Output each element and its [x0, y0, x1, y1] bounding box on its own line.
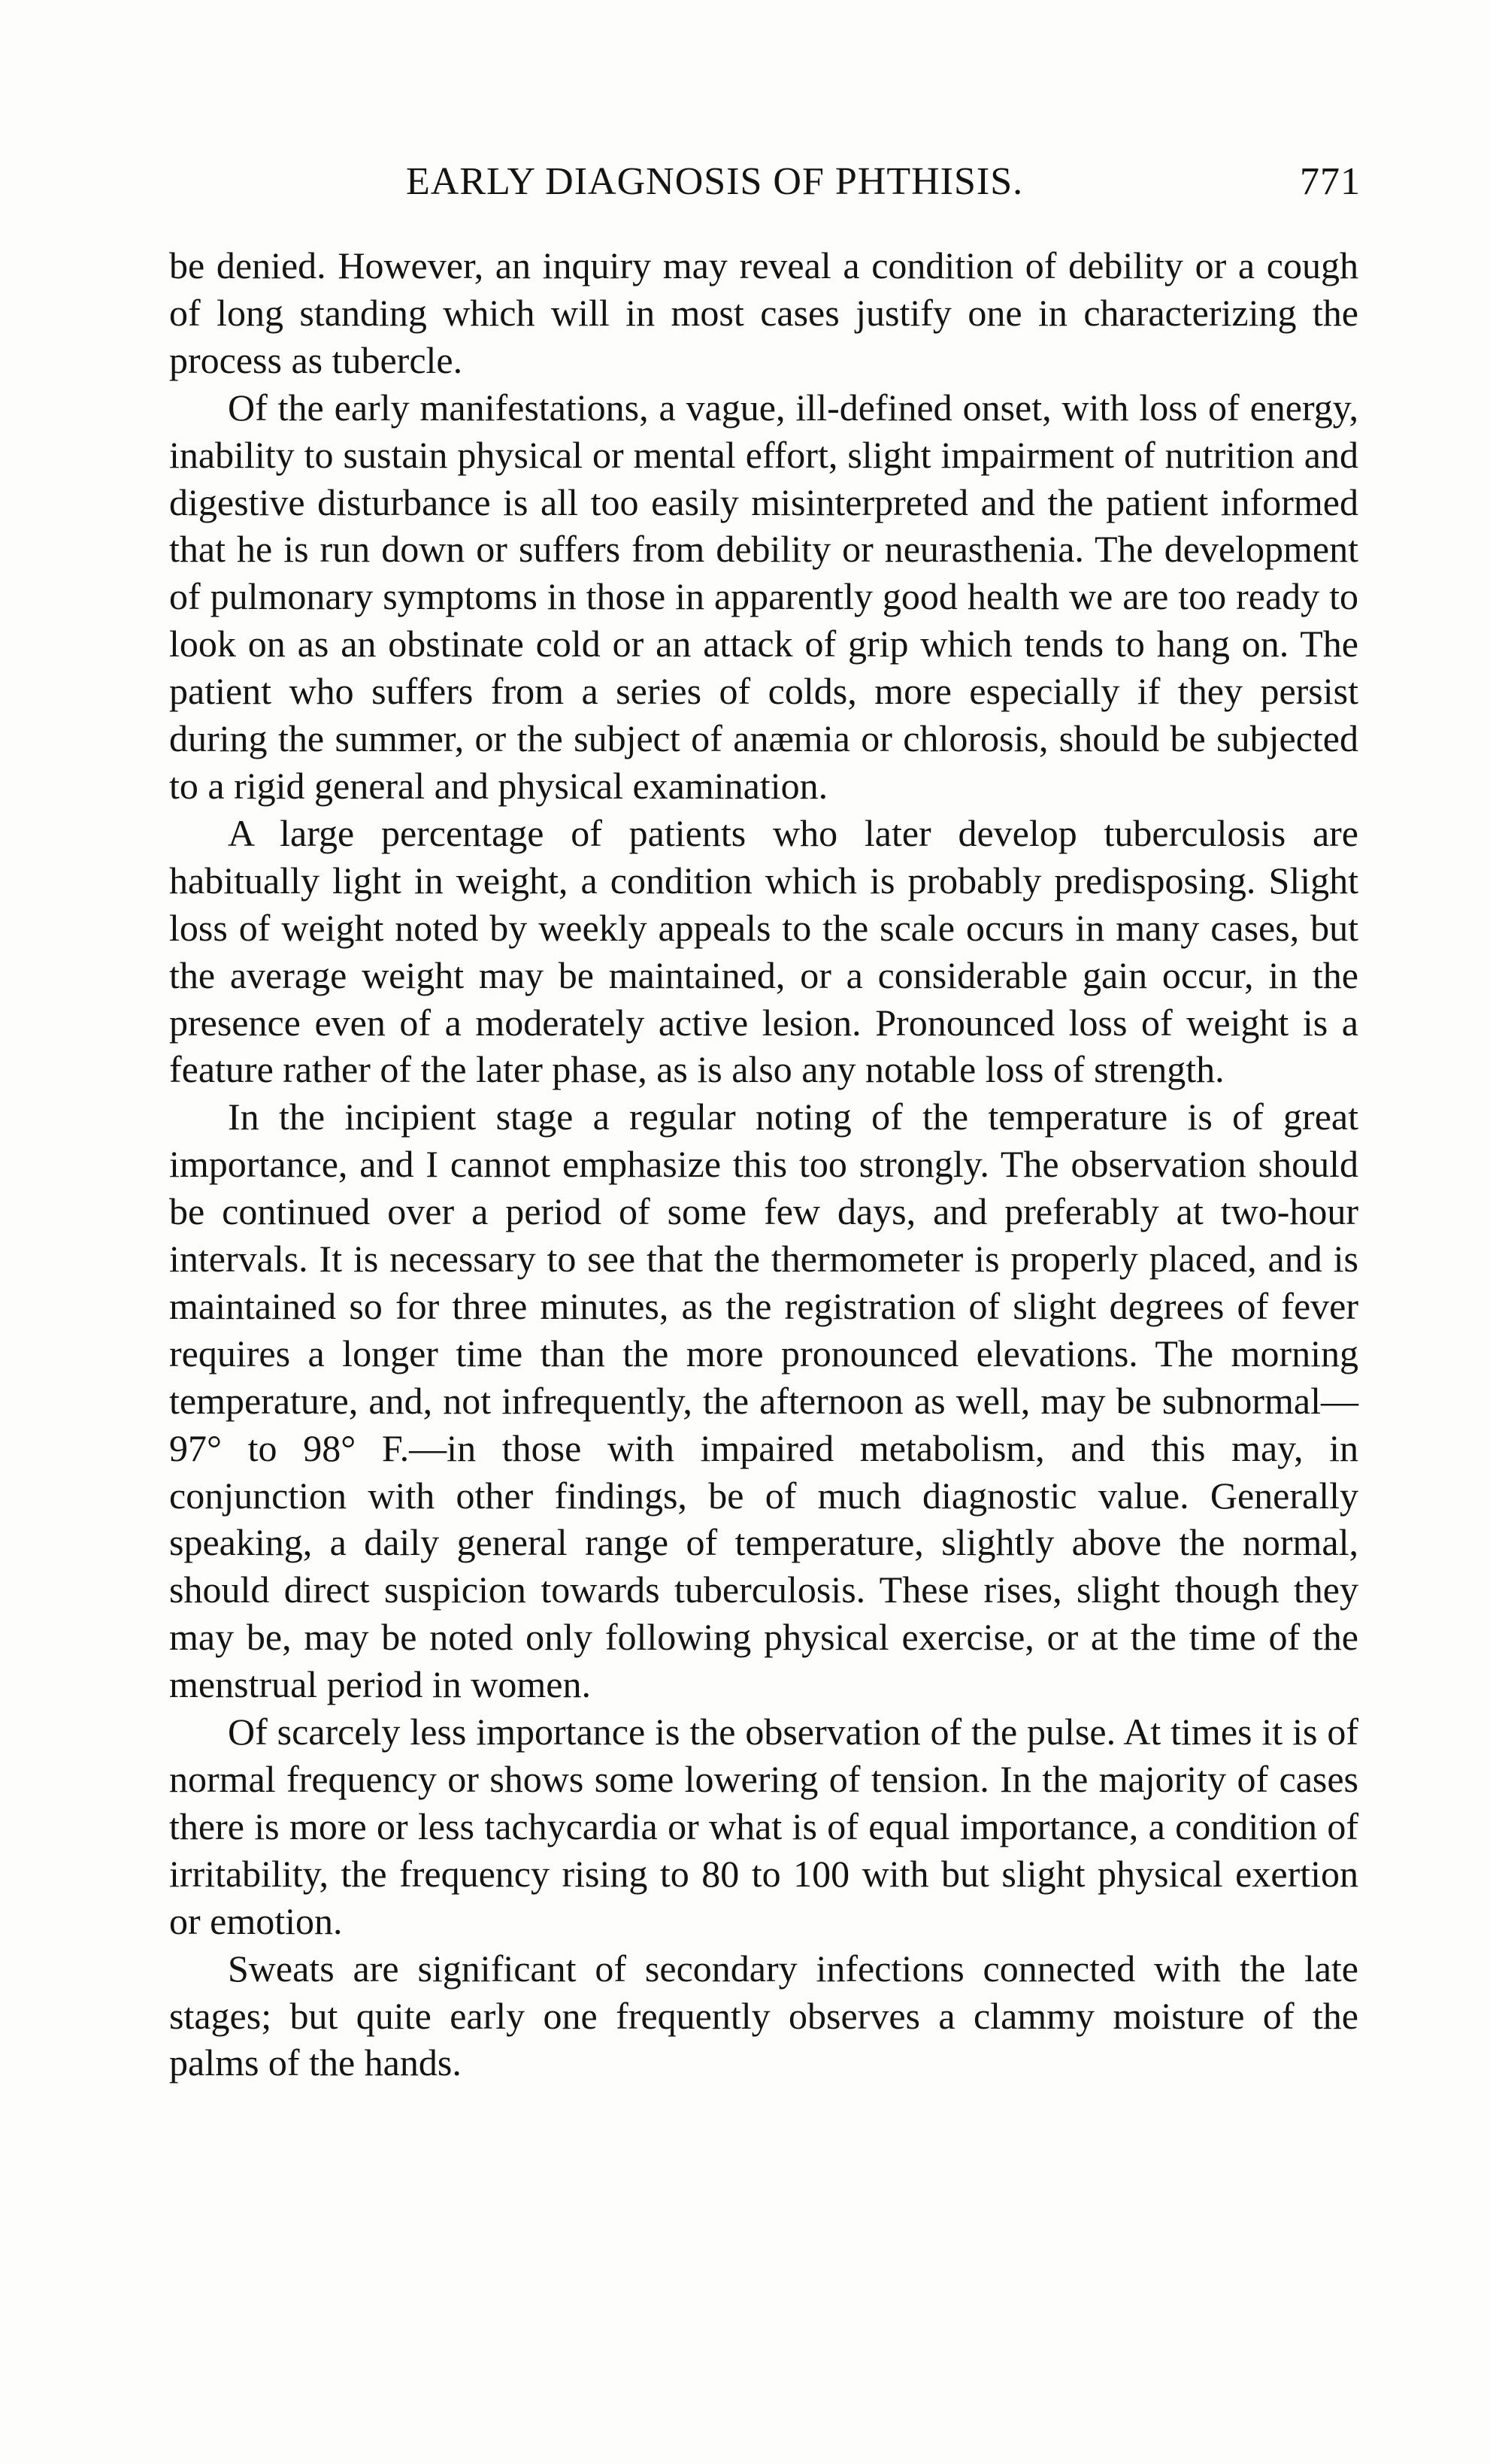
- paragraph-continuation: be denied. However, an inquiry may reveal a condition of debility or a cough of long standing which will in most cases justify one in characterizing the process as tubercle.: [169, 244, 1358, 381]
- paragraph-early-manifestations: Of the early manifestations, a vague, ill-defined onset, with loss of energy, inability to sustain physical or mental effort, slight impairment of nutrition and digestive disturbance is all too easily misinterpreted and the patient informed that he is run down or suffers from debility or neurasthenia. The development of pulmonary symptoms in those in apparently good health we are too ready to look on as an obstinate cold or an attack of grip which tends to hang on. The patient who suffers from a series of colds, more especially if they persist during the summer, or the subject of anæmia or chlorosis, should be subjected to a rigid general and physical examination.: [169, 386, 1358, 807]
- page-number: 771: [1300, 160, 1361, 203]
- paragraph-pulse: Of scarcely less importance is the observation of the pulse. At times it is of normal frequency or shows some lowering of tension. In the majority of cases there is more or less tachycardia or what is of equal importance, a condition of irritability, the frequency rising to 80 to 100 with but slight physical exertion or emotion.: [169, 1711, 1358, 1942]
- running-head: [173, 159, 1361, 212]
- running-title: EARLY DIAGNOSIS OF PHTHISIS.: [406, 160, 1024, 203]
- paragraph-sweats: Sweats are significant of secondary infections connected with the late stages; but quite early one frequently observes a clammy moisture of the palms of the hands.: [169, 1947, 1358, 2084]
- paragraph-weight: A large percentage of patients who later develop tuberculosis are habitually light in weight, a condition which is probably predisposing. Slight loss of weight noted by weekly appeals to the scale occurs in many cases, but the average weight may be maintained, or a considerable gain occur, in the presence even of a moderately active lesion. Pronounced loss of weight is a feature rather of the later phase, as is also any notable loss of strength.: [169, 811, 1358, 1091]
- paragraph-temperature: In the incipient stage a regular noting of the temperature is of great importance, and I cannot emphasize this too strongly. The observation should be continued over a period of some few days, and preferably at two-hour intervals. It is necessary to see that the thermometer is properly placed, and is maintained so for three minutes, as the registration of slight degrees of fever requires a longer time than the more pronounced elevations. The morning temperature, and, not infrequently, the afternoon as well, may be subnormal—97° to 98° F.—in those with impaired metabolism, and this may, in conjunction with other findings, be of much diagnostic value. Generally speaking, a daily general range of temperature, slightly above the normal, should direct suspicion towards tuberculosis. These rises, slight though they may be, may be noted only following physical exercise, or at the time of the menstrual period in women.: [169, 1096, 1358, 1706]
- body-text: [169, 242, 1358, 2087]
